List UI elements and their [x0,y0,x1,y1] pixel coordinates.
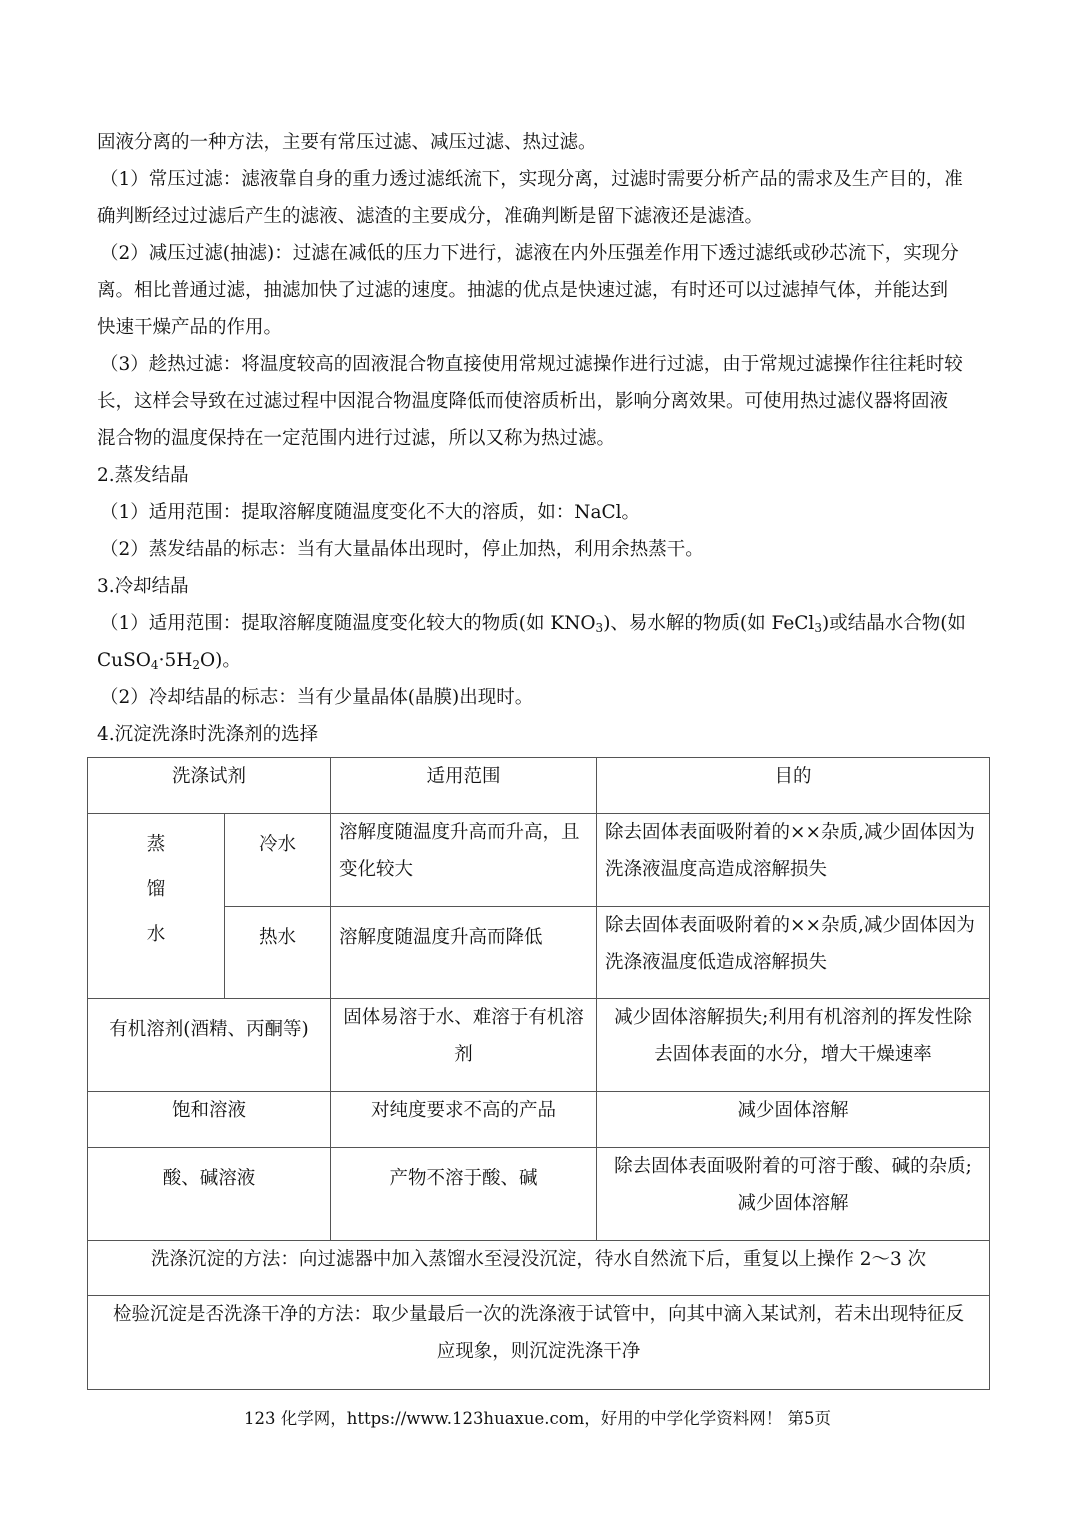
paragraph: （1）常压过滤：滤液靠自身的重力透过滤纸流下，实现分离，过滤时需要分析产品的需求及生产目的，准 [100,169,963,190]
acid-base-scope-cell: 产物不溶于酸、碱 [331,1148,597,1241]
saturated-purpose-cell: 减少固体溶解 [597,1092,990,1148]
acid-base-cell: 酸、碱溶液 [88,1148,331,1241]
text: 检验沉淀是否洗涤干净的方法：取少量最后一次的洗涤液于试管中，向其中滴入某试剂，若未出现特征反 [113,1304,965,1325]
text: 除去固体表面吸附着的××杂质,减少固体因为 [605,822,975,843]
text: 溶解度随温度升高而升高，且 [339,822,580,843]
subscript: 3 [595,621,604,635]
paragraph: （3）趁热过滤：将温度较高的固液混合物直接使用常规过滤操作进行过滤，由于常规过滤操作往往耗时较 [100,354,963,375]
washing-reagent-table [87,757,990,1390]
subscript: 3 [814,621,822,635]
table-row [88,1148,990,1241]
text: )或结晶水合物(如 [822,613,966,634]
paragraph: （2）冷却结晶的标志：当有少量晶体(晶膜)出现时。 [100,687,534,708]
table-row [88,999,990,1092]
text: )、易水解的物质(如 FeCl [603,613,815,634]
char: 馏 [146,879,166,900]
paragraph: （1）适用范围：提取溶解度随温度变化不大的溶质，如：NaCl。 [100,502,641,523]
text: 洗涤液温度高造成溶解损失 [605,859,828,880]
organic-purpose-cell [597,999,990,1092]
table-row [88,1092,990,1148]
paragraph: 离。相比普通过滤，抽滤加快了过滤的速度。抽滤的优点是快速过滤，有时还可以过滤掉气体，并能达到 [97,280,949,301]
subscript: 2 [192,658,200,672]
hot-water-cell: 热水 [225,907,331,999]
cold-water-cell: 冷水 [225,814,331,907]
text: ·5H [158,650,193,671]
organic-solvent-cell: 有机溶剂(酒精、丙酮等) [88,999,331,1092]
header-scope: 适用范围 [331,758,597,814]
washing-method-cell: 洗涤沉淀的方法：向过滤器中加入蒸馏水至浸没沉淀，待水自然流下后，重复以上操作 2～3 次 [88,1241,990,1296]
paragraph: 长，这样会导致在过滤过程中因混合物温度降低而使溶质析出，影响分离效果。可使用热过滤仪器将固液 [97,391,949,412]
paragraph [97,605,982,642]
text: 减少固体溶解损失;利用有机溶剂的挥发性除 [614,1007,972,1028]
paragraph [97,642,982,679]
section-heading: 3.冷却结晶 [97,576,189,597]
text: 应现象，则沉淀洗涤干净 [436,1341,641,1362]
text: 除去固体表面吸附着的可溶于酸、碱的杂质; [614,1156,972,1177]
section-heading: 4.沉淀洗涤时洗涤剂的选择 [97,724,319,745]
text: （1）适用范围：提取溶解度随温度变化较大的物质(如 KNO [100,613,596,634]
distilled-water-cell [88,814,225,999]
page-footer: 123 化学网，https://www.123huaxue.com，好用的中学化学资料网！ 第5页 [243,1409,832,1428]
paragraph: 固液分离的一种方法，主要有常压过滤、减压过滤、热过滤。 [97,132,597,153]
cold-scope-cell [331,814,597,907]
text: 变化较大 [339,859,414,880]
text: 减少固体溶解 [737,1193,849,1214]
text: 洗涤液温度低造成溶解损失 [605,952,828,973]
paragraph: 确判断经过过滤后产生的滤液、滤渣的主要成分，准确判断是留下滤液还是滤渣。 [97,206,764,227]
organic-scope-cell [331,999,597,1092]
paragraph: （2）减压过滤(抽滤)：过滤在减低的压力下进行，滤液在内外压强差作用下透过滤纸或砂芯流下，实现分 [100,243,959,264]
table-header-row [88,758,990,814]
text: 去固体表面的水分，增大干燥速率 [654,1044,932,1065]
header-reagent: 洗涤试剂 [88,758,331,814]
paragraph: 快速干燥产品的作用。 [97,317,283,338]
text: 剂 [454,1044,473,1065]
check-method-cell [88,1296,990,1390]
text: 除去固体表面吸附着的××杂质,减少固体因为 [605,915,975,936]
text: 固体易溶于水、难溶于有机溶 [343,1007,584,1028]
subscript: 4 [150,658,159,672]
table-row [88,1241,990,1296]
header-purpose: 目的 [597,758,990,814]
paragraph: 混合物的温度保持在一定范围内进行过滤，所以又称为热过滤。 [97,428,616,449]
hot-purpose-cell [597,907,990,999]
table-row [88,1296,990,1390]
acid-base-purpose-cell [597,1148,990,1241]
char: 蒸 [146,834,166,855]
document-body [97,124,982,753]
paragraph: （2）蒸发结晶的标志：当有大量晶体出现时，停止加热，利用余热蒸干。 [100,539,704,560]
text: O)。 [200,650,241,671]
table-row [88,814,990,907]
hot-scope-cell: 溶解度随温度升高而降低 [331,907,597,999]
saturated-solution-cell: 饱和溶液 [88,1092,331,1148]
char: 水 [146,924,166,945]
cold-purpose-cell [597,814,990,907]
saturated-scope-cell: 对纯度要求不高的产品 [331,1092,597,1148]
text: CuSO [97,650,151,671]
section-heading: 2.蒸发结晶 [97,465,189,486]
